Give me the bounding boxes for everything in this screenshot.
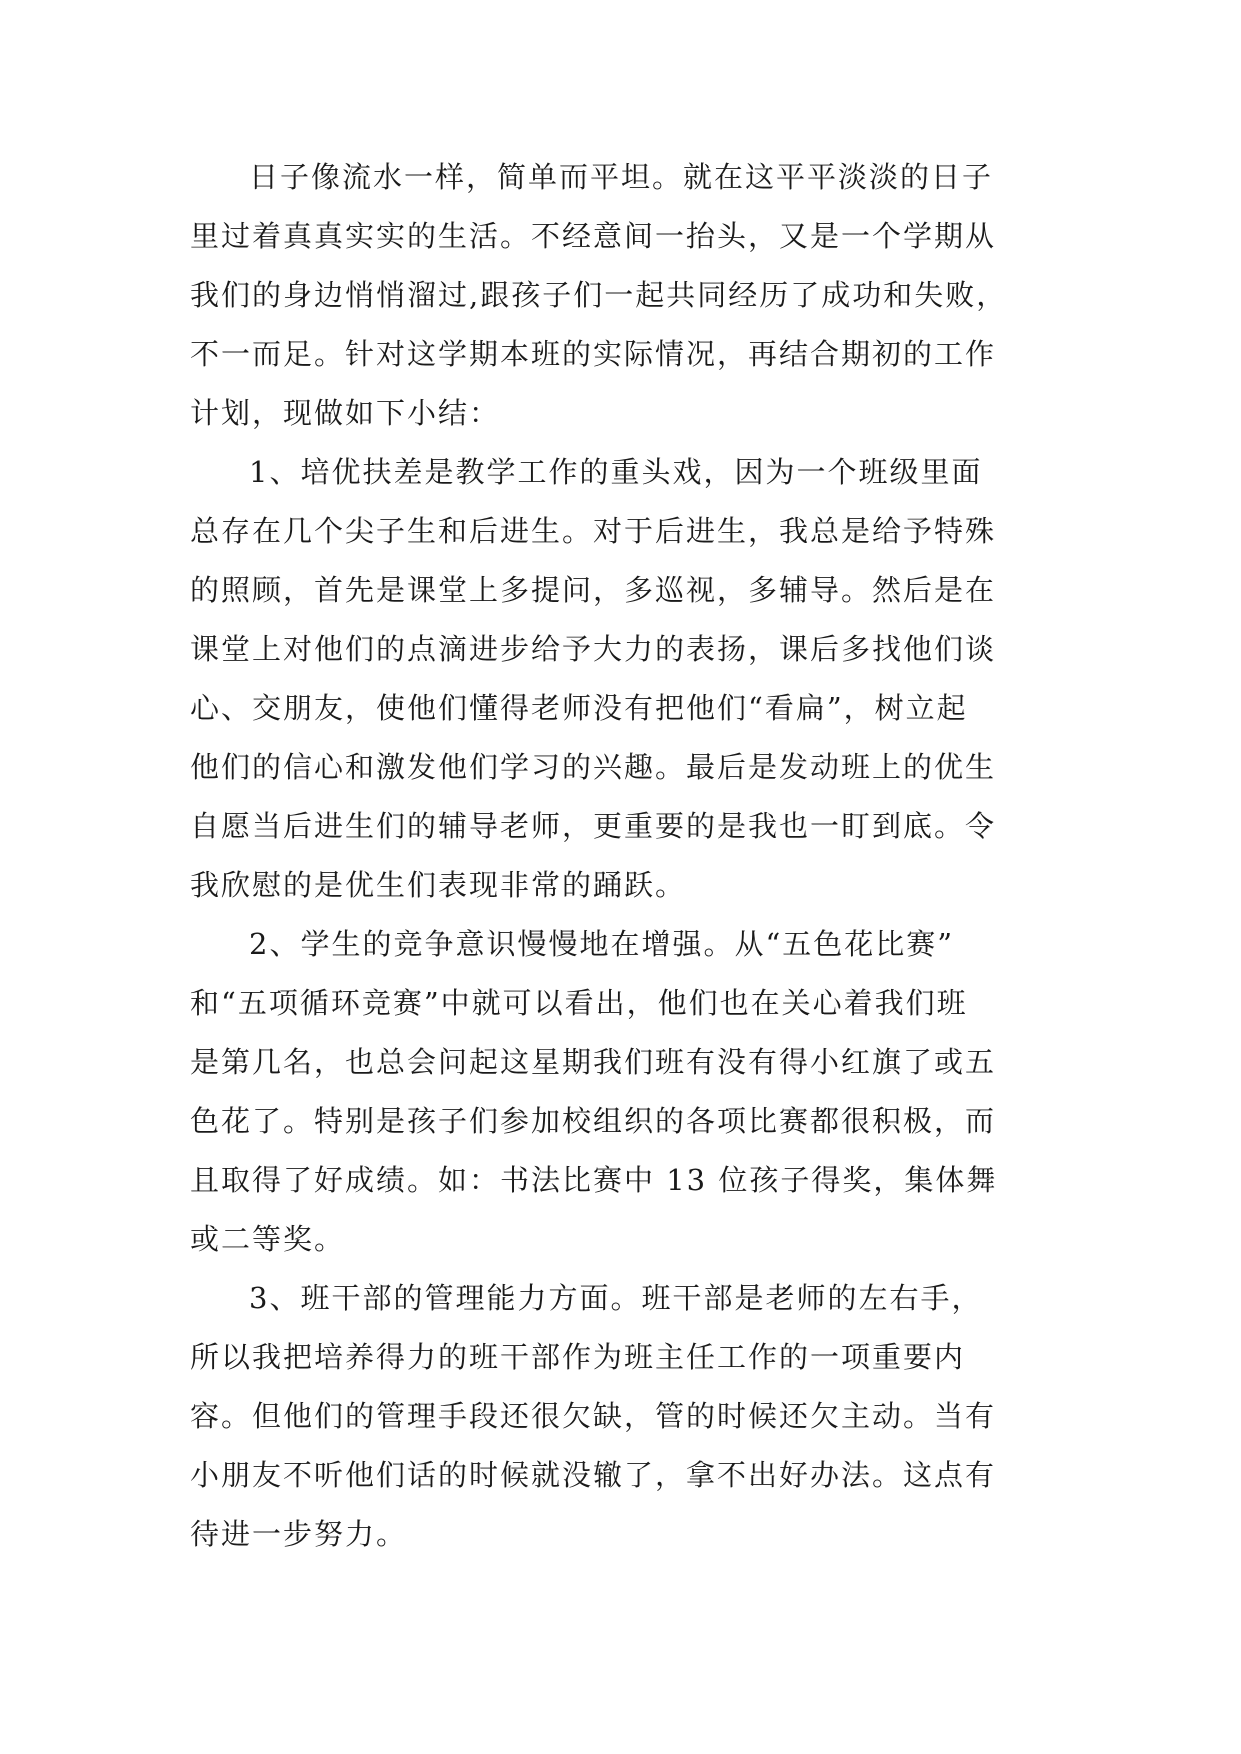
text-line: 不一而足。针对这学期本班的实际情况，再结合期初的工作 (190, 337, 997, 371)
text-line: 计划，现做如下小结： (190, 396, 501, 430)
paragraph-intro (190, 148, 1090, 443)
text-line: 和“五项循环竞赛”中就可以看出，他们也在关心着我们班 (190, 986, 968, 1020)
paragraph-item-3 (190, 1269, 1090, 1564)
text-line: 里过着真真实实的生活。不经意间一抬头，又是一个学期从 (190, 219, 997, 253)
text-line: 待进一步努力。 (190, 1517, 408, 1551)
text-line: 1、培优扶差是教学工作的重头戏，因为一个班级里面 (249, 455, 983, 489)
document-body (190, 148, 1090, 1564)
text-line: 我欣慰的是优生们表现非常的踊跃。 (190, 868, 687, 902)
text-line: 所以我把培养得力的班干部作为班主任工作的一项重要内 (190, 1340, 966, 1374)
paragraph-item-2 (190, 915, 1090, 1269)
text-line: 是第几名，也总会问起这星期我们班有没有得小红旗了或五 (190, 1045, 997, 1079)
text-line: 色花了。特别是孩子们参加校组织的各项比赛都很积极，而 (190, 1104, 997, 1138)
text-line: 容。但他们的管理手段还很欠缺，管的时候还欠主动。当有 (190, 1399, 997, 1433)
text-line: 总存在几个尖子生和后进生。对于后进生，我总是给予特殊 (190, 514, 997, 548)
text-line: 自愿当后进生们的辅导老师，更重要的是我也一盯到底。令 (190, 809, 997, 843)
text-line: 他们的信心和激发他们学习的兴趣。最后是发动班上的优生 (190, 750, 997, 784)
text-line: 课堂上对他们的点滴进步给予大力的表扬，课后多找他们谈 (190, 632, 997, 666)
text-line: 小朋友不听他们话的时候就没辙了，拿不出好办法。这点有 (190, 1458, 997, 1492)
text-line: 2、学生的竞争意识慢慢地在增强。从“五色花比赛” (249, 927, 955, 961)
text-line: 日子像流水一样，简单而平坦。就在这平平淡淡的日子 (249, 160, 994, 194)
text-line: 3、班干部的管理能力方面。班干部是老师的左右手， (249, 1281, 983, 1315)
text-line: 或二等奖。 (190, 1222, 346, 1256)
text-line: 心、交朋友，使他们懂得老师没有把他们“看扁”，树立起 (190, 691, 968, 725)
text-line: 我们的身边悄悄溜过,跟孩子们一起共同经历了成功和失败， (190, 278, 1008, 312)
text-line: 的照顾，首先是课堂上多提问，多巡视，多辅导。然后是在 (190, 573, 997, 607)
text-line: 且取得了好成绩。如：书法比赛中 13 位孩子得奖，集体舞 (190, 1163, 998, 1197)
paragraph-item-1 (190, 443, 1090, 915)
